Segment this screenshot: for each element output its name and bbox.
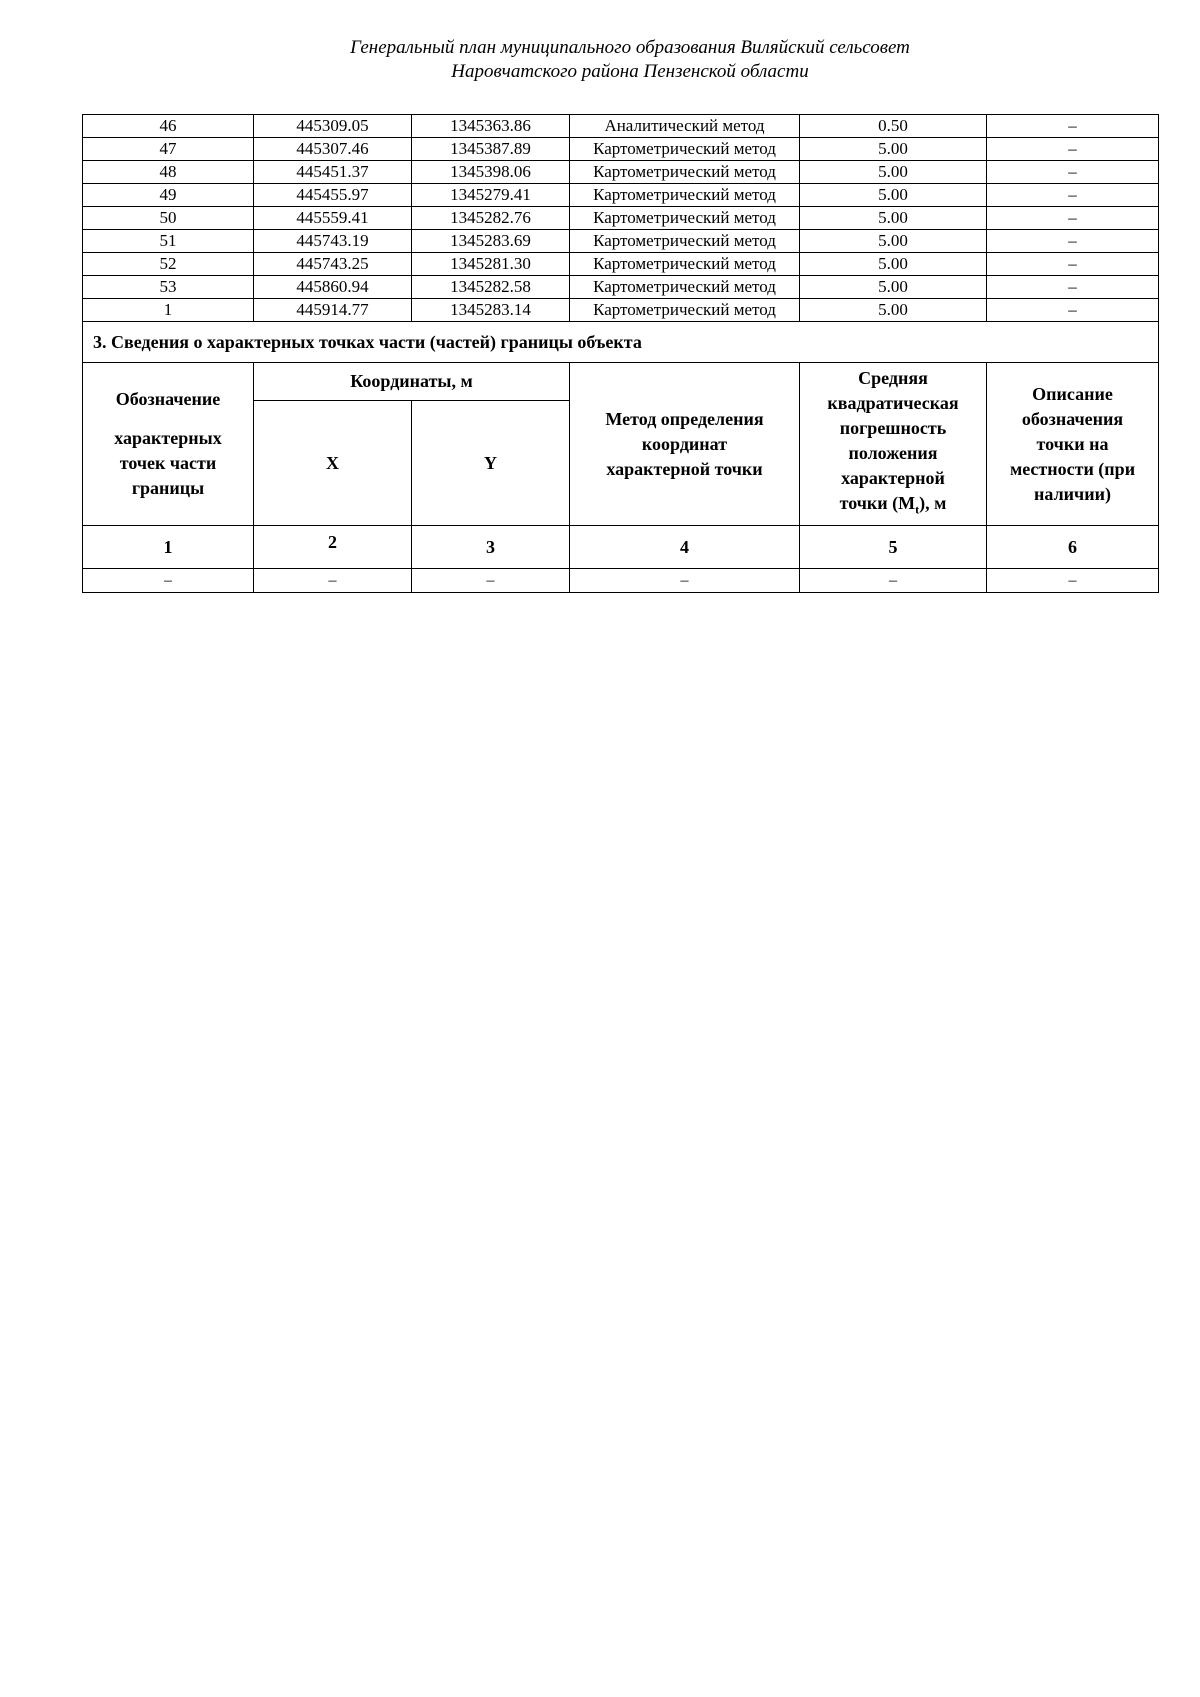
designation-header-line: характерных (114, 428, 222, 448)
description-cell: – (987, 184, 1159, 207)
empty-cell: – (987, 569, 1159, 593)
empty-cell: – (570, 569, 800, 593)
designation-header-line: границы (131, 478, 205, 498)
y-cell: 1345282.58 (412, 276, 570, 299)
x-cell: 445860.94 (254, 276, 412, 299)
table-row (83, 115, 1159, 138)
description-cell: – (987, 276, 1159, 299)
column-number: 6 (987, 526, 1159, 569)
method-cell: Картометрический метод (570, 276, 800, 299)
error-cell: 5.00 (800, 276, 987, 299)
table-row (83, 276, 1159, 299)
header-gap (83, 412, 253, 426)
column-number: 1 (83, 526, 254, 569)
column-number: 2 (254, 526, 412, 569)
document-header (0, 36, 1200, 84)
y-header: Y (412, 401, 570, 526)
x-cell: 445309.05 (254, 115, 412, 138)
column-number: 5 (800, 526, 987, 569)
table-row (83, 207, 1159, 230)
error-header-subscript: t (915, 502, 920, 517)
method-header-line: Метод определения (605, 408, 764, 429)
method-header-line: координат (641, 433, 728, 454)
column-number: 4 (570, 526, 800, 569)
section-title-row (83, 322, 1159, 363)
point-cell: 1 (83, 299, 254, 322)
error-cell: 5.00 (800, 230, 987, 253)
x-header: X (254, 401, 412, 526)
error-cell: 5.00 (800, 161, 987, 184)
point-cell: 46 (83, 115, 254, 138)
x-cell: 445743.19 (254, 230, 412, 253)
y-cell: 1345363.86 (412, 115, 570, 138)
header-row-top (83, 363, 1159, 401)
error-header-suffix: ), м (919, 492, 947, 513)
error-cell: 5.00 (800, 253, 987, 276)
designation-header-line: Обозначение (115, 389, 221, 409)
error-cell: 0.50 (800, 115, 987, 138)
method-cell: Картометрический метод (570, 299, 800, 322)
section-3-title: 3. Сведения о характерных точках части (частей) границы объекта (83, 322, 1159, 363)
header-line-1: Генеральный план муниципального образования Виляйский сельсовет (350, 37, 910, 58)
point-cell: 52 (83, 253, 254, 276)
description-header-line: наличии) (1034, 483, 1111, 504)
y-cell: 1345279.41 (412, 184, 570, 207)
error-cell: 5.00 (800, 138, 987, 161)
y-cell: 1345398.06 (412, 161, 570, 184)
x-cell: 445559.41 (254, 207, 412, 230)
designation-header (83, 363, 254, 526)
table-row (83, 161, 1159, 184)
error-header-line: Средняя (858, 367, 928, 388)
y-cell: 1345283.14 (412, 299, 570, 322)
error-header-last-line (800, 491, 986, 523)
description-cell: – (987, 253, 1159, 276)
point-cell: 47 (83, 138, 254, 161)
error-header-line: характерной (841, 467, 945, 488)
error-cell: 5.00 (800, 299, 987, 322)
method-cell: Картометрический метод (570, 184, 800, 207)
description-cell: – (987, 161, 1159, 184)
description-header (987, 363, 1159, 526)
method-cell: Картометрический метод (570, 138, 800, 161)
table-row (83, 230, 1159, 253)
point-cell: 51 (83, 230, 254, 253)
x-cell: 445455.97 (254, 184, 412, 207)
description-cell: – (987, 299, 1159, 322)
description-header-line: точки на (1036, 433, 1109, 454)
x-cell: 445307.46 (254, 138, 412, 161)
x-cell: 445451.37 (254, 161, 412, 184)
method-cell: Картометрический метод (570, 230, 800, 253)
table-row (83, 253, 1159, 276)
point-cell: 53 (83, 276, 254, 299)
column-number: 3 (412, 526, 570, 569)
method-cell: Картометрический метод (570, 161, 800, 184)
y-cell: 1345283.69 (412, 230, 570, 253)
method-header (570, 363, 800, 526)
method-cell: Картометрический метод (570, 253, 800, 276)
x-cell: 445743.25 (254, 253, 412, 276)
method-cell: Аналитический метод (570, 115, 800, 138)
table-row (83, 299, 1159, 322)
designation-header-line: точек части (119, 453, 217, 473)
coordinates-header: Координаты, м (254, 363, 570, 401)
error-header (800, 363, 987, 526)
empty-data-row (83, 569, 1159, 593)
error-header-line: положения (848, 442, 938, 463)
y-cell: 1345281.30 (412, 253, 570, 276)
x-cell: 445914.77 (254, 299, 412, 322)
empty-cell: – (83, 569, 254, 593)
point-cell: 48 (83, 161, 254, 184)
description-cell: – (987, 207, 1159, 230)
error-header-line: погрешность (839, 417, 947, 438)
boundary-points-table (82, 114, 1159, 593)
description-header-line: местности (при (1009, 458, 1136, 479)
point-cell: 49 (83, 184, 254, 207)
description-header-line: Описание (1032, 383, 1113, 404)
y-cell: 1345387.89 (412, 138, 570, 161)
description-cell: – (987, 115, 1159, 138)
empty-cell: – (800, 569, 987, 593)
table-row (83, 138, 1159, 161)
error-header-prefix: точки (M (839, 492, 916, 513)
error-header-line: квадратическая (827, 392, 959, 413)
description-cell: – (987, 230, 1159, 253)
method-header-line: характерной точки (606, 458, 763, 479)
description-cell: – (987, 138, 1159, 161)
empty-cell: – (412, 569, 570, 593)
column-number-row (83, 526, 1159, 569)
error-cell: 5.00 (800, 184, 987, 207)
method-cell: Картометрический метод (570, 207, 800, 230)
empty-cell: – (254, 569, 412, 593)
y-cell: 1345282.76 (412, 207, 570, 230)
table-row (83, 184, 1159, 207)
header-line-2: Наровчатского района Пензенской области (451, 61, 809, 82)
description-header-line: обозначения (1021, 408, 1124, 429)
point-cell: 50 (83, 207, 254, 230)
error-cell: 5.00 (800, 207, 987, 230)
